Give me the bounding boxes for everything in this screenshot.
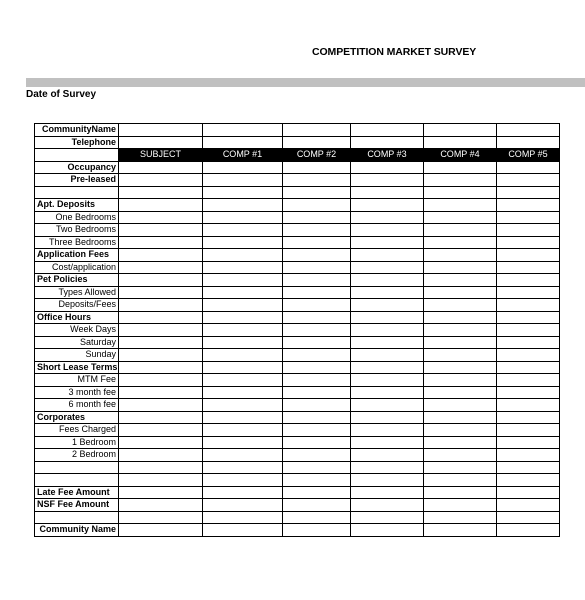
- row-label: Two Bedrooms: [35, 224, 119, 237]
- survey-cell[interactable]: [119, 461, 203, 474]
- table-row: [35, 524, 560, 537]
- survey-cell[interactable]: [497, 224, 560, 237]
- survey-cell[interactable]: [203, 199, 283, 212]
- survey-cell[interactable]: [497, 499, 560, 512]
- survey-cell[interactable]: [497, 124, 560, 137]
- table-row: [35, 274, 560, 287]
- column-header: COMP #1: [203, 149, 283, 162]
- table-row: [35, 261, 560, 274]
- survey-cell[interactable]: [203, 399, 283, 412]
- survey-cell[interactable]: [283, 511, 351, 524]
- survey-cell[interactable]: [119, 311, 203, 324]
- survey-cell[interactable]: [424, 374, 497, 387]
- survey-cell[interactable]: [497, 274, 560, 287]
- table-row: [35, 424, 560, 437]
- survey-cell[interactable]: [283, 236, 351, 249]
- survey-cell[interactable]: [424, 499, 497, 512]
- survey-cell[interactable]: [424, 211, 497, 224]
- survey-cell[interactable]: [119, 399, 203, 412]
- survey-cell[interactable]: [283, 374, 351, 387]
- row-label: Saturday: [35, 336, 119, 349]
- row-label: CommunityName: [35, 124, 119, 137]
- survey-cell[interactable]: [119, 524, 203, 537]
- survey-cell[interactable]: [203, 236, 283, 249]
- table-row: [35, 299, 560, 312]
- survey-cell[interactable]: [351, 424, 424, 437]
- survey-cell[interactable]: [283, 261, 351, 274]
- survey-cell[interactable]: [351, 511, 424, 524]
- survey-cell[interactable]: [424, 274, 497, 287]
- survey-cell[interactable]: [497, 349, 560, 362]
- survey-cell[interactable]: [203, 449, 283, 462]
- row-label: Short Lease Terms: [35, 361, 119, 374]
- survey-cell[interactable]: [203, 174, 283, 187]
- survey-cell[interactable]: [119, 511, 203, 524]
- survey-cell[interactable]: [351, 261, 424, 274]
- survey-cell[interactable]: [497, 474, 560, 487]
- survey-cell[interactable]: [283, 411, 351, 424]
- row-label: MTM Fee: [35, 374, 119, 387]
- survey-cell[interactable]: [203, 436, 283, 449]
- survey-cell[interactable]: [119, 186, 203, 199]
- survey-cell[interactable]: [283, 324, 351, 337]
- table-row: [35, 361, 560, 374]
- survey-cell[interactable]: [203, 136, 283, 149]
- row-label: One Bedrooms: [35, 211, 119, 224]
- survey-cell[interactable]: [119, 349, 203, 362]
- table-row: [35, 136, 560, 149]
- survey-cell[interactable]: [351, 124, 424, 137]
- table-row: [35, 174, 560, 187]
- survey-cell[interactable]: [203, 511, 283, 524]
- survey-cell[interactable]: [283, 336, 351, 349]
- table-row: [35, 511, 560, 524]
- survey-cell[interactable]: [119, 486, 203, 499]
- survey-cell[interactable]: [119, 174, 203, 187]
- survey-cell[interactable]: [351, 186, 424, 199]
- survey-cell[interactable]: [203, 361, 283, 374]
- table-row: [35, 286, 560, 299]
- survey-cell[interactable]: [424, 461, 497, 474]
- survey-cell[interactable]: [497, 261, 560, 274]
- survey-cell[interactable]: [283, 424, 351, 437]
- survey-cell[interactable]: [424, 424, 497, 437]
- row-label: Occupancy: [35, 161, 119, 174]
- survey-cell[interactable]: [497, 374, 560, 387]
- survey-cell[interactable]: [424, 361, 497, 374]
- survey-cell[interactable]: [119, 361, 203, 374]
- survey-cell[interactable]: [424, 336, 497, 349]
- survey-cell[interactable]: [283, 136, 351, 149]
- survey-cell[interactable]: [283, 499, 351, 512]
- survey-cell[interactable]: [351, 286, 424, 299]
- survey-cell[interactable]: [351, 524, 424, 537]
- survey-cell[interactable]: [351, 274, 424, 287]
- table-row: [35, 124, 560, 137]
- survey-cell[interactable]: [424, 199, 497, 212]
- table-row: [35, 224, 560, 237]
- survey-cell[interactable]: [119, 411, 203, 424]
- survey-cell[interactable]: [351, 211, 424, 224]
- row-label: Fees Charged: [35, 424, 119, 437]
- survey-cell[interactable]: [283, 249, 351, 262]
- table-row: [35, 236, 560, 249]
- survey-cell[interactable]: [351, 236, 424, 249]
- survey-cell[interactable]: [119, 249, 203, 262]
- survey-table: [34, 123, 560, 537]
- survey-cell[interactable]: [497, 186, 560, 199]
- survey-cell[interactable]: [283, 361, 351, 374]
- survey-cell[interactable]: [424, 436, 497, 449]
- survey-cell[interactable]: [283, 186, 351, 199]
- survey-cell[interactable]: [424, 286, 497, 299]
- survey-cell[interactable]: [119, 161, 203, 174]
- survey-cell[interactable]: [203, 461, 283, 474]
- survey-cell[interactable]: [497, 199, 560, 212]
- table-row: [35, 449, 560, 462]
- column-header: COMP #3: [351, 149, 424, 162]
- table-row: [35, 461, 560, 474]
- row-label: Deposits/Fees: [35, 299, 119, 312]
- survey-cell[interactable]: [424, 236, 497, 249]
- survey-cell[interactable]: [497, 324, 560, 337]
- table-row: [35, 486, 560, 499]
- survey-cell[interactable]: [119, 299, 203, 312]
- survey-cell[interactable]: [351, 361, 424, 374]
- survey-cell[interactable]: [351, 161, 424, 174]
- survey-cell[interactable]: [119, 499, 203, 512]
- row-label: [35, 461, 119, 474]
- survey-cell[interactable]: [119, 199, 203, 212]
- table-row: [35, 199, 560, 212]
- column-header: COMP #2: [283, 149, 351, 162]
- survey-cell[interactable]: [424, 224, 497, 237]
- survey-cell[interactable]: [424, 311, 497, 324]
- header-spacer-cell: [35, 149, 119, 162]
- row-label: Office Hours: [35, 311, 119, 324]
- survey-cell[interactable]: [497, 286, 560, 299]
- survey-cell[interactable]: [497, 161, 560, 174]
- survey-cell[interactable]: [351, 324, 424, 337]
- survey-cell[interactable]: [119, 211, 203, 224]
- survey-cell[interactable]: [119, 424, 203, 437]
- row-label: Late Fee Amount: [35, 486, 119, 499]
- survey-cell[interactable]: [203, 386, 283, 399]
- survey-cell[interactable]: [203, 411, 283, 424]
- survey-cell[interactable]: [351, 174, 424, 187]
- row-label: NSF Fee Amount: [35, 499, 119, 512]
- table-row: [35, 324, 560, 337]
- table-row: [35, 499, 560, 512]
- survey-cell[interactable]: [283, 161, 351, 174]
- column-header: SUBJECT: [119, 149, 203, 162]
- table-row: [35, 249, 560, 262]
- survey-cell[interactable]: [119, 386, 203, 399]
- date-of-survey-label: Date of Survey: [26, 89, 97, 100]
- table-row: [35, 211, 560, 224]
- column-header-row: [35, 149, 560, 162]
- survey-cell[interactable]: [119, 436, 203, 449]
- survey-cell[interactable]: [119, 236, 203, 249]
- survey-cell[interactable]: [497, 411, 560, 424]
- survey-cell[interactable]: [119, 324, 203, 337]
- row-label: [35, 474, 119, 487]
- row-label: 2 Bedroom: [35, 449, 119, 462]
- survey-cell[interactable]: [497, 299, 560, 312]
- survey-cell[interactable]: [424, 511, 497, 524]
- table-row: [35, 161, 560, 174]
- survey-cell[interactable]: [497, 424, 560, 437]
- survey-cell[interactable]: [283, 311, 351, 324]
- survey-cell[interactable]: [424, 261, 497, 274]
- survey-cell[interactable]: [497, 511, 560, 524]
- survey-cell[interactable]: [351, 224, 424, 237]
- survey-cell[interactable]: [424, 449, 497, 462]
- row-label: Cost/application: [35, 261, 119, 274]
- survey-cell[interactable]: [497, 436, 560, 449]
- survey-cell[interactable]: [497, 449, 560, 462]
- survey-cell[interactable]: [283, 349, 351, 362]
- survey-cell[interactable]: [203, 224, 283, 237]
- row-label: Apt. Deposits: [35, 199, 119, 212]
- survey-cell[interactable]: [203, 211, 283, 224]
- survey-cell[interactable]: [497, 399, 560, 412]
- survey-cell[interactable]: [424, 474, 497, 487]
- survey-cell[interactable]: [119, 286, 203, 299]
- survey-cell[interactable]: [351, 349, 424, 362]
- survey-cell[interactable]: [424, 186, 497, 199]
- survey-cell[interactable]: [424, 174, 497, 187]
- survey-cell[interactable]: [424, 299, 497, 312]
- table-row: [35, 374, 560, 387]
- survey-cell[interactable]: [351, 311, 424, 324]
- survey-cell[interactable]: [351, 436, 424, 449]
- survey-cell[interactable]: [424, 411, 497, 424]
- survey-cell[interactable]: [283, 449, 351, 462]
- survey-cell[interactable]: [497, 486, 560, 499]
- row-label: 1 Bedroom: [35, 436, 119, 449]
- survey-cell[interactable]: [351, 474, 424, 487]
- survey-cell[interactable]: [283, 461, 351, 474]
- survey-cell[interactable]: [497, 336, 560, 349]
- column-header: COMP #5: [497, 149, 560, 162]
- survey-cell[interactable]: [351, 386, 424, 399]
- survey-cell[interactable]: [203, 299, 283, 312]
- row-label: Week Days: [35, 324, 119, 337]
- row-label: Types Allowed: [35, 286, 119, 299]
- survey-cell[interactable]: [424, 399, 497, 412]
- survey-cell[interactable]: [119, 374, 203, 387]
- survey-cell[interactable]: [119, 274, 203, 287]
- survey-cell[interactable]: [424, 324, 497, 337]
- survey-cell[interactable]: [203, 261, 283, 274]
- survey-cell[interactable]: [497, 311, 560, 324]
- survey-cell[interactable]: [203, 286, 283, 299]
- survey-cell[interactable]: [351, 336, 424, 349]
- survey-cell[interactable]: [424, 249, 497, 262]
- row-label: 3 month fee: [35, 386, 119, 399]
- survey-cell[interactable]: [351, 499, 424, 512]
- header-divider-bar: [26, 78, 585, 87]
- survey-cell[interactable]: [283, 286, 351, 299]
- survey-cell[interactable]: [497, 361, 560, 374]
- survey-cell[interactable]: [203, 249, 283, 262]
- row-label: [35, 186, 119, 199]
- survey-cell[interactable]: [497, 386, 560, 399]
- survey-cell[interactable]: [351, 486, 424, 499]
- survey-cell[interactable]: [283, 436, 351, 449]
- survey-cell[interactable]: [203, 524, 283, 537]
- row-label: Corporates: [35, 411, 119, 424]
- survey-cell[interactable]: [283, 399, 351, 412]
- row-label: Pet Policies: [35, 274, 119, 287]
- survey-cell[interactable]: [424, 124, 497, 137]
- survey-cell[interactable]: [203, 349, 283, 362]
- table-row: [35, 336, 560, 349]
- survey-cell[interactable]: [283, 474, 351, 487]
- survey-cell[interactable]: [203, 336, 283, 349]
- survey-cell[interactable]: [424, 161, 497, 174]
- survey-cell[interactable]: [203, 124, 283, 137]
- row-label: Application Fees: [35, 249, 119, 262]
- survey-cell[interactable]: [497, 524, 560, 537]
- survey-cell[interactable]: [424, 524, 497, 537]
- table-row: [35, 474, 560, 487]
- survey-cell[interactable]: [351, 449, 424, 462]
- survey-cell[interactable]: [497, 461, 560, 474]
- table-row: [35, 186, 560, 199]
- table-row: [35, 399, 560, 412]
- table-row: [35, 311, 560, 324]
- survey-cell[interactable]: [203, 186, 283, 199]
- survey-cell[interactable]: [203, 161, 283, 174]
- survey-cell[interactable]: [283, 524, 351, 537]
- survey-cell[interactable]: [351, 199, 424, 212]
- survey-cell[interactable]: [119, 449, 203, 462]
- survey-cell[interactable]: [119, 124, 203, 137]
- survey-cell[interactable]: [497, 249, 560, 262]
- survey-cell[interactable]: [497, 174, 560, 187]
- survey-cell[interactable]: [283, 211, 351, 224]
- survey-cell[interactable]: [283, 224, 351, 237]
- table-row: [35, 386, 560, 399]
- survey-cell[interactable]: [283, 299, 351, 312]
- survey-cell[interactable]: [203, 374, 283, 387]
- survey-cell[interactable]: [424, 136, 497, 149]
- survey-cell[interactable]: [351, 411, 424, 424]
- row-label: Sunday: [35, 349, 119, 362]
- survey-cell[interactable]: [119, 261, 203, 274]
- survey-cell[interactable]: [497, 136, 560, 149]
- survey-cell[interactable]: [497, 211, 560, 224]
- survey-cell[interactable]: [351, 299, 424, 312]
- survey-cell[interactable]: [119, 224, 203, 237]
- survey-cell[interactable]: [203, 274, 283, 287]
- survey-cell[interactable]: [283, 174, 351, 187]
- survey-cell[interactable]: [351, 461, 424, 474]
- survey-cell[interactable]: [203, 499, 283, 512]
- survey-cell[interactable]: [351, 374, 424, 387]
- survey-cell[interactable]: [283, 274, 351, 287]
- survey-cell[interactable]: [203, 474, 283, 487]
- survey-cell[interactable]: [283, 124, 351, 137]
- survey-cell[interactable]: [203, 486, 283, 499]
- table-row: [35, 349, 560, 362]
- survey-cell[interactable]: [424, 349, 497, 362]
- document-title: COMPETITION MARKET SURVEY: [312, 46, 477, 58]
- survey-cell[interactable]: [351, 136, 424, 149]
- survey-cell[interactable]: [119, 336, 203, 349]
- survey-cell[interactable]: [424, 486, 497, 499]
- survey-cell[interactable]: [497, 236, 560, 249]
- survey-cell[interactable]: [424, 386, 497, 399]
- survey-cell[interactable]: [203, 424, 283, 437]
- survey-cell[interactable]: [283, 386, 351, 399]
- table-row: [35, 436, 560, 449]
- survey-cell[interactable]: [203, 311, 283, 324]
- row-label: Pre-leased: [35, 174, 119, 187]
- survey-cell[interactable]: [351, 249, 424, 262]
- row-label: Three Bedrooms: [35, 236, 119, 249]
- column-header: COMP #4: [424, 149, 497, 162]
- row-label: Community Name: [35, 524, 119, 537]
- survey-cell[interactable]: [351, 399, 424, 412]
- survey-cell[interactable]: [119, 474, 203, 487]
- survey-cell[interactable]: [203, 324, 283, 337]
- row-label: 6 month fee: [35, 399, 119, 412]
- row-label: Telephone: [35, 136, 119, 149]
- row-label: [35, 511, 119, 524]
- table-row: [35, 411, 560, 424]
- survey-cell[interactable]: [283, 199, 351, 212]
- survey-cell[interactable]: [283, 486, 351, 499]
- survey-cell[interactable]: [119, 136, 203, 149]
